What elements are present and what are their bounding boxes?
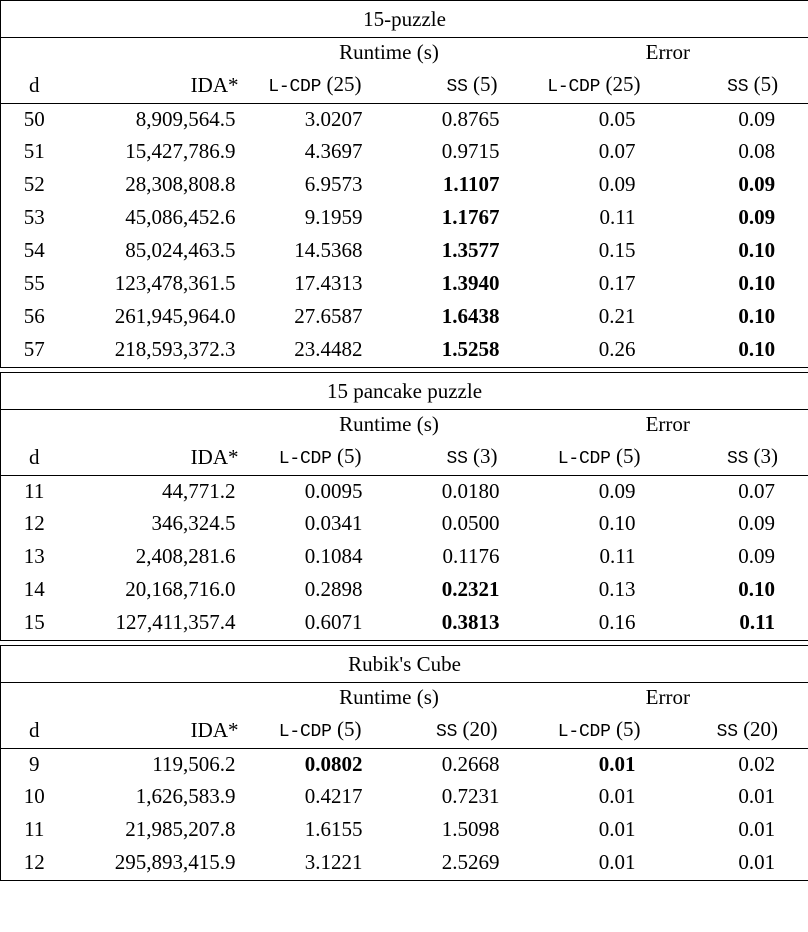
cell-ida: 119,506.2 [152,752,236,777]
column-header-error-lcdp-algo: L-CDP [557,722,611,743]
cell-d: 11 [24,817,45,841]
column-header-runtime-lcdp [251,713,390,749]
table-row [1,608,808,641]
cell-error-ss: 0.10 [738,238,776,262]
cell-runtime-ss: 1.3577 [441,238,500,262]
cell-error-lcdp: 0.09 [598,479,636,504]
cell-error-lcdp: 0.01 [598,752,636,777]
column-header-error-ss [669,713,808,749]
table-row [1,476,808,509]
cell-ida: 123,478,361.5 [114,271,236,295]
group-header-runtime: Runtime (s) [339,412,439,437]
cell-ida: 1,626,583.9 [135,784,236,808]
cell-runtime-ss: 1.6438 [441,304,500,328]
cell-error-lcdp: 0.01 [598,784,636,808]
column-header-error-lcdp [528,440,669,476]
cell-ida: 218,593,372.3 [114,336,236,361]
cell-ida: 20,168,716.0 [125,577,236,601]
group-header-blank-d [1,410,68,440]
cell-runtime-ss: 0.7231 [441,784,500,808]
column-header-ida: IDA* [190,717,239,742]
column-header-runtime-lcdp-algo: L-CDP [278,449,332,470]
group-header-row [1,38,808,68]
table-row [1,782,808,815]
column-header-error-lcdp-param: (5) [616,444,641,469]
cell-runtime-lcdp: 4.3697 [304,139,363,163]
cell-error-ss: 0.10 [738,336,776,361]
cell-d: 15 [23,609,45,634]
group-header-blank-ida [68,683,251,713]
column-header-d: d [29,717,40,742]
table-row [1,848,808,881]
cell-d: 13 [23,544,45,568]
cell-runtime-lcdp: 23.4482 [294,336,363,361]
column-header-error-ss-param: (3) [753,444,778,469]
cell-runtime-lcdp: 14.5368 [294,238,363,262]
cell-error-ss: 0.07 [738,479,775,504]
cell-error-lcdp: 0.21 [598,304,636,328]
cell-error-lcdp: 0.10 [598,511,636,535]
cell-error-ss: 0.09 [738,172,776,196]
cell-d: 52 [23,172,45,196]
column-header-error-lcdp [528,68,669,104]
cell-runtime-lcdp: 17.4313 [294,271,363,295]
column-header-runtime-ss-algo: SS [446,77,468,98]
sub-header-row [1,68,808,104]
column-header-runtime-lcdp-algo: L-CDP [278,722,332,743]
cell-error-ss: 0.01 [738,784,776,808]
cell-d: 51 [23,139,45,163]
cell-runtime-lcdp: 0.0802 [304,752,363,777]
cell-ida: 2,408,281.6 [135,544,236,568]
cell-runtime-lcdp: 0.6071 [304,609,363,634]
cell-ida: 45,086,452.6 [125,205,236,229]
cell-runtime-lcdp: 6.9573 [304,172,363,196]
cell-runtime-ss: 0.3813 [441,609,500,634]
cell-error-lcdp: 0.09 [598,172,636,196]
cell-runtime-lcdp: 3.1221 [304,849,363,874]
group-header-error: Error [645,40,690,65]
column-header-runtime-lcdp [251,68,390,104]
cell-runtime-lcdp: 27.6587 [294,304,363,328]
column-header-error-ss-param: (20) [743,717,779,742]
results-table-3 [0,645,808,881]
cell-error-ss: 0.10 [738,577,775,601]
column-header-runtime-lcdp-param: (25) [326,72,362,97]
cell-ida: 28,308,808.8 [125,172,236,196]
cell-runtime-ss: 0.0180 [441,479,500,504]
cell-error-ss: 0.09 [738,107,776,132]
cell-error-ss: 0.11 [739,609,775,634]
cell-error-lcdp: 0.17 [598,271,636,295]
cell-error-lcdp: 0.11 [599,544,636,568]
cell-runtime-lcdp: 0.2898 [304,577,363,601]
group-header-blank-ida [68,38,251,68]
cell-runtime-ss: 1.5258 [441,336,500,361]
column-header-runtime-ss-param: (3) [473,444,498,469]
group-header-blank-d [1,38,68,68]
cell-ida: 127,411,357.4 [115,609,236,634]
group-header-error: Error [645,412,690,437]
cell-error-lcdp: 0.07 [598,139,636,163]
table-row [1,236,808,269]
section-title-row [1,646,808,683]
cell-error-ss: 0.10 [738,304,776,328]
column-header-runtime-lcdp-param: (5) [337,444,362,469]
cell-runtime-ss: 0.0500 [441,511,500,535]
group-header-blank-d [1,683,68,713]
cell-runtime-ss: 1.3940 [441,271,500,295]
section-title-row [1,1,808,38]
cell-runtime-ss: 0.8765 [441,107,500,132]
column-header-error-ss-param: (5) [753,72,779,97]
cell-error-lcdp: 0.13 [598,577,636,601]
cell-error-lcdp: 0.16 [598,609,636,634]
results-table-2 [0,372,808,641]
cell-d: 11 [24,479,45,504]
cell-d: 57 [23,336,45,361]
column-header-ida: IDA* [190,72,239,97]
cell-d: 12 [23,849,45,874]
section-title: 15 pancake puzzle [326,378,483,403]
cell-ida: 15,427,786.9 [125,139,236,163]
cell-ida: 21,985,207.8 [125,817,236,841]
group-header-runtime: Runtime (s) [339,40,439,65]
table-row [1,269,808,302]
group-header-row [1,683,808,713]
cell-runtime-lcdp: 0.0095 [304,479,363,504]
column-header-error-lcdp [528,713,669,749]
cell-error-ss: 0.09 [738,205,776,229]
group-header-error: Error [645,685,690,710]
cell-d: 50 [23,107,45,132]
cell-runtime-lcdp: 0.1084 [304,544,363,568]
sub-header-row [1,440,808,476]
column-header-ida: IDA* [190,444,239,469]
table-row [1,203,808,236]
cell-runtime-ss: 0.2321 [441,577,500,601]
cell-ida: 85,024,463.5 [125,238,236,262]
cell-error-ss: 0.02 [738,752,776,777]
cell-runtime-ss: 0.2668 [441,752,500,777]
table-row [1,170,808,203]
table-row [1,542,808,575]
column-header-runtime-ss-algo: SS [446,449,468,470]
cell-ida: 346,324.5 [151,511,236,535]
cell-error-ss: 0.08 [738,139,776,163]
cell-error-lcdp: 0.01 [598,817,636,841]
cell-runtime-ss: 1.1767 [441,205,500,229]
cell-d: 55 [23,271,45,295]
cell-error-lcdp: 0.15 [598,238,636,262]
cell-runtime-lcdp: 1.6155 [304,817,363,841]
group-header-blank-ida [68,410,251,440]
cell-error-ss: 0.01 [738,817,776,841]
table-row [1,302,808,335]
cell-d: 53 [23,205,45,229]
column-header-runtime-ss-algo: SS [436,722,458,743]
cell-error-lcdp: 0.11 [599,205,636,229]
cell-error-lcdp: 0.01 [598,849,636,874]
column-header-error-lcdp-param: (25) [605,72,641,97]
cell-error-ss: 0.09 [738,544,775,568]
column-header-error-ss [669,440,808,476]
column-header-d: d [29,72,40,97]
section-title: Rubik's Cube [348,651,461,676]
cell-runtime-lcdp: 9.1959 [304,205,363,229]
cell-runtime-lcdp: 0.0341 [304,511,363,535]
cell-d: 10 [23,784,45,808]
column-header-error-lcdp-algo: L-CDP [547,77,601,98]
cell-error-ss: 0.10 [738,271,776,295]
cell-runtime-ss: 0.9715 [441,139,500,163]
group-header-row [1,410,808,440]
column-header-error-ss-algo: SS [716,722,738,743]
table-row [1,104,808,137]
column-header-runtime-ss [390,440,528,476]
table-row [1,137,808,170]
results-table-1 [0,0,808,368]
table-row [1,335,808,368]
cell-runtime-ss: 0.1176 [442,544,500,568]
group-header-runtime: Runtime (s) [339,685,439,710]
column-header-runtime-lcdp-algo: L-CDP [268,77,322,98]
column-header-runtime-ss [390,68,528,104]
cell-d: 56 [23,304,45,328]
column-header-runtime-lcdp-param: (5) [337,717,362,742]
column-header-d: d [29,444,40,469]
column-header-error-lcdp-param: (5) [616,717,641,742]
cell-runtime-ss: 1.1107 [442,172,500,196]
sub-header-row [1,713,808,749]
column-header-runtime-ss-param: (5) [473,72,498,97]
cell-error-ss: 0.09 [738,511,775,535]
cell-ida: 261,945,964.0 [114,304,236,328]
cell-d: 54 [23,238,45,262]
cell-runtime-ss: 2.5269 [441,849,500,874]
cell-runtime-ss: 1.5098 [441,817,500,841]
column-header-runtime-ss [390,713,528,749]
column-header-error-lcdp-algo: L-CDP [557,449,611,470]
column-header-error-ss-algo: SS [727,77,749,98]
table-row [1,815,808,848]
table-row [1,575,808,608]
cell-ida: 295,893,415.9 [114,849,236,874]
cell-d: 14 [23,577,45,601]
cell-runtime-lcdp: 3.0207 [304,107,363,132]
cell-d: 9 [29,752,40,777]
cell-ida: 8,909,564.5 [135,107,236,132]
cell-error-lcdp: 0.26 [598,336,636,361]
section-title: 15-puzzle [363,6,446,31]
cell-d: 12 [23,511,45,535]
section-title-row [1,373,808,410]
cell-error-lcdp: 0.05 [598,107,636,132]
cell-ida: 44,771.2 [162,479,236,504]
table-row [1,749,808,782]
column-header-runtime-ss-param: (20) [462,717,498,742]
column-header-error-ss-algo: SS [727,449,749,470]
column-header-runtime-lcdp [251,440,390,476]
cell-error-ss: 0.01 [738,849,776,874]
table-row [1,509,808,542]
cell-runtime-lcdp: 0.4217 [304,784,363,808]
column-header-error-ss [669,68,808,104]
